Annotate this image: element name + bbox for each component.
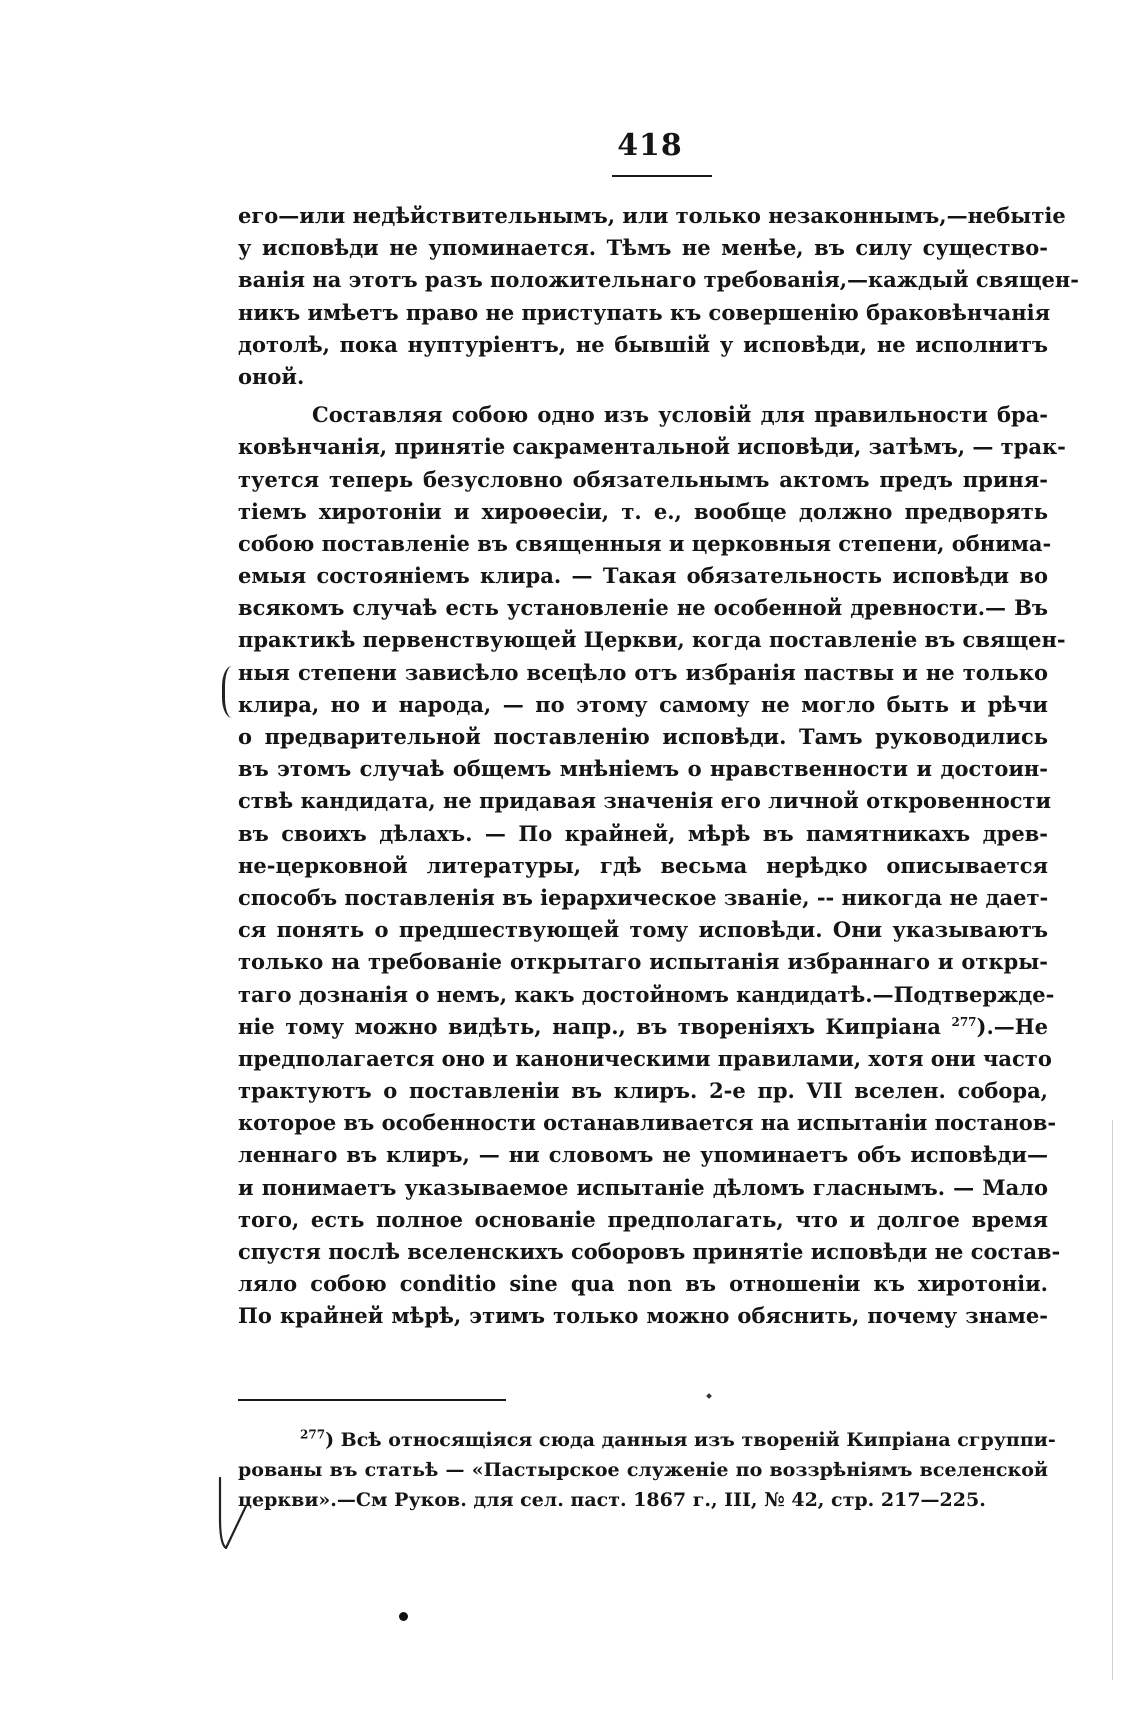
- text-line: ляло собою conditio sine qua non въ отношеніи къ хиротоніи.: [238, 1271, 1048, 1297]
- paragraph-1: [238, 200, 1079, 393]
- margin-pencil-bracket: [222, 666, 237, 718]
- text-line: дотолѣ, пока нуптуріентъ, не бывшій у исповѣди, не исполнитъ: [238, 331, 1048, 357]
- text-line: никъ имѣетъ право не приступать къ совершенію браковѣнчанія: [238, 299, 1051, 325]
- text-line: трактуютъ о поставленіи въ клиръ. 2-е пр. VII вселен. собора,: [238, 1078, 1048, 1104]
- paragraph-2: [238, 399, 1066, 1332]
- footnote-line: церкви».—См Руков. для сел. паст. 1867 г., III, № 42, стр. 217—225.: [238, 1489, 986, 1511]
- text-line: не-церковной литературы, гдѣ весьма нерѣдко описывается: [238, 852, 1048, 878]
- text-line: ныя степени зависѣло всецѣло отъ избранія паствы и не только: [238, 659, 1048, 685]
- page-number: 418: [617, 128, 683, 163]
- page-number-underline: [612, 175, 712, 177]
- footnote-separator: [238, 1399, 506, 1401]
- footnote-reference: 277: [951, 1014, 977, 1029]
- text-line: емыя состояніемъ клира. — Такая обязательность исповѣди во: [238, 563, 1048, 589]
- text-line: предполагается оно и каноническими правилами, хотя они часто: [238, 1045, 1052, 1071]
- text-line: всякомъ случаѣ есть установленіе не особенной древности.— Въ: [238, 595, 1048, 621]
- text-line: его—или недѣйствительнымъ, или только незаконнымъ,—небытіе: [238, 203, 1066, 228]
- text-fragment: ніе тому можно видѣть, напр., въ твореніяхъ Кипріана: [238, 1013, 941, 1039]
- stray-ink-mark: [706, 1393, 712, 1399]
- text-line: въ своихъ дѣлахъ. — По крайней, мѣрѣ въ памятникахъ древ-: [238, 820, 1048, 846]
- text-fragment: ).—Не: [976, 1013, 1048, 1039]
- ink-dot: [399, 1612, 408, 1621]
- text-line: тіемъ хиротоніи и хироѳесіи, т. е., вообще должно предворять: [238, 498, 1048, 524]
- page-edge-line: [1112, 1120, 1113, 1680]
- text-line: Составляя собою одно изъ условій для правильности бра-: [312, 402, 1048, 428]
- text-line: и понимаетъ указываемое испытаніе дѣломъ гласнымъ. — Мало: [238, 1174, 1048, 1200]
- text-line: способъ поставленія въ іерархическое званіе, -- никогда не дает-: [238, 884, 1049, 910]
- text-line: того, есть полное основаніе предполагать, что и долгое время: [238, 1206, 1048, 1232]
- text-line: оной.: [238, 363, 305, 389]
- text-line: ствѣ кандидата, не придавая значенія его личной откровенности: [238, 788, 1052, 814]
- footnote-line: [238, 1425, 1056, 1455]
- footnote-text: ) Всѣ относящіяся сюда данныя изъ твореній Кипріана сгруппи-: [325, 1429, 1056, 1451]
- text-line: леннаго въ клиръ, — ни словомъ не упоминаетъ объ исповѣди—: [238, 1142, 1048, 1168]
- text-line: ванія на этотъ разъ положительнаго требованія,—каждый священ-: [238, 267, 1079, 293]
- text-line: которое въ особенности останавливается на испытаніи постанов-: [238, 1110, 1057, 1136]
- footnote-line: рованы въ статьѣ — «Пастырское служеніе по воззрѣніямъ вселенской: [238, 1459, 1048, 1481]
- text-line: ся понять о предшествующей тому исповѣди. Они указываютъ: [238, 917, 1048, 943]
- text-line: туется теперь безусловно обязательнымъ актомъ предъ приня-: [238, 466, 1048, 492]
- text-line: По крайней мѣрѣ, этимъ только можно обяснить, почему знаме-: [238, 1303, 1048, 1329]
- footnote-marker: 277: [300, 1427, 326, 1442]
- main-text: [238, 200, 1079, 1333]
- text-line: таго дознанія о немъ, какъ достойномъ кандидатѣ.—Подтвержде-: [238, 981, 1055, 1007]
- text-line: въ этомъ случаѣ общемъ мнѣніемъ о нравственности и достоин-: [238, 756, 1048, 782]
- text-line: практикѣ первенствующей Церкви, когда поставленіе въ священ-: [238, 627, 1066, 653]
- text-line: собою поставленіе въ священныя и церковныя степени, обнима-: [238, 530, 1052, 556]
- text-line: ковѣнчанія, принятіе сакраментальной исповѣди, затѣмъ, — трак-: [238, 434, 1066, 460]
- text-line: только на требованіе открытаго испытанія избраннаго и откры-: [238, 949, 1048, 975]
- text-line-with-footnote-ref: [238, 1011, 1048, 1043]
- margin-pencil-check-mark: [214, 1474, 250, 1554]
- footnote: [238, 1425, 1056, 1515]
- text-line: клира, но и народа, — по этому самому не могло быть и рѣчи: [238, 691, 1048, 717]
- text-line: о предварительной поставленію исповѣди. Тамъ руководились: [238, 724, 1048, 749]
- text-line: спустя послѣ вселенскихъ соборовъ принятіе исповѣди не состав-: [238, 1239, 1061, 1264]
- text-line: у исповѣди не упоминается. Тѣмъ не менѣе, въ силу существо-: [238, 235, 1048, 261]
